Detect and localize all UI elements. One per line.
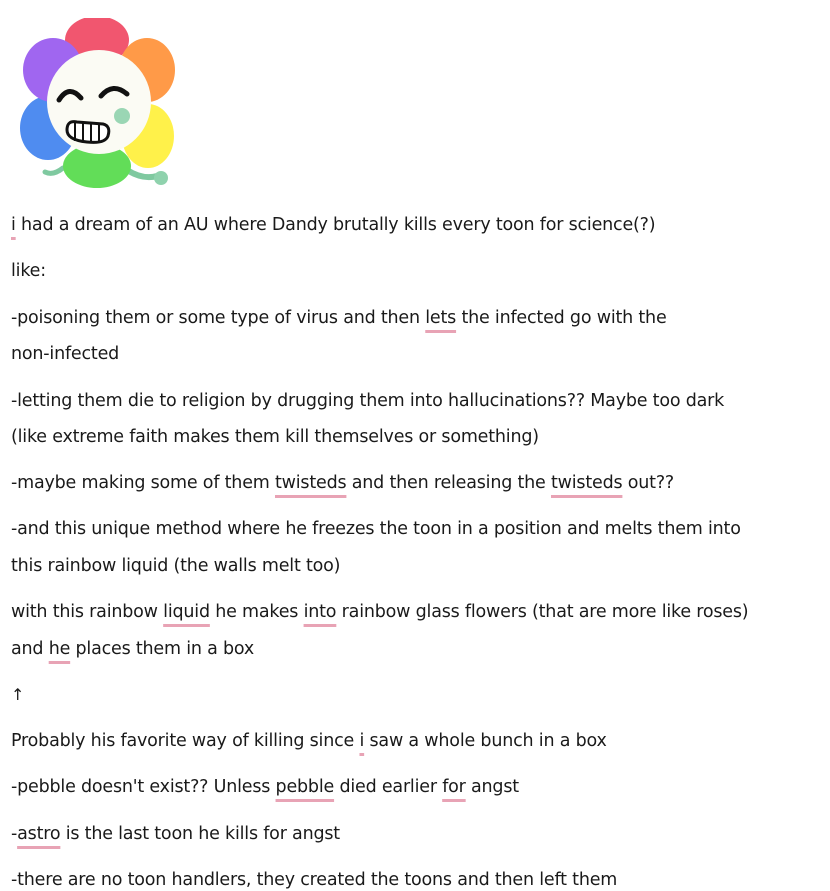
spellcheck-word[interactable]: i — [359, 731, 365, 751]
note-line: this rainbow liquid (the walls melt too) — [11, 556, 341, 576]
spellcheck-word[interactable]: pebble — [275, 777, 335, 797]
spellcheck-word[interactable]: liquid — [163, 602, 210, 622]
spellcheck-word[interactable]: for — [442, 777, 466, 797]
note-line: -letting them die to religion by drugging them into hallucinations?? Maybe too dark — [11, 391, 725, 411]
spellcheck-word[interactable]: he — [48, 639, 71, 659]
spellcheck-word[interactable]: astro — [17, 824, 61, 844]
dandy-flower-avatar-icon — [15, 18, 180, 190]
note-line: -astro is the last toon he kills for angst — [11, 824, 340, 844]
up-arrow-icon: ↑ — [11, 685, 25, 704]
note-line: -pebble doesn't exist?? Unless pebble died earlier for angst — [11, 777, 519, 797]
note-line: like: — [11, 261, 46, 281]
note-line: -maybe making some of them twisteds and then releasing the twisteds out?? — [11, 473, 675, 493]
spellcheck-word[interactable]: twisteds — [550, 473, 623, 493]
note-line: (like extreme faith makes them kill themselves or something) — [11, 427, 539, 447]
spellcheck-word[interactable]: i — [11, 215, 16, 235]
note-line: and he places them in a box — [11, 639, 255, 659]
spellcheck-word[interactable]: into — [303, 602, 337, 622]
note-line: non-infected — [11, 344, 120, 364]
note-line: -and this unique method where he freezes the toon in a position and melts them into — [11, 519, 741, 539]
note-line: -there are no toon handlers, they created the toons and then left them — [11, 870, 618, 890]
note-line: i had a dream of an AU where Dandy brutally kills every toon for science(?) — [11, 215, 656, 235]
note-line: with this rainbow liquid he makes into rainbow glass flowers (that are more like roses) — [11, 602, 749, 622]
note-line: -poisoning them or some type of virus and then lets the infected go with the — [11, 308, 667, 328]
spellcheck-word[interactable]: lets — [425, 308, 457, 328]
spellcheck-word[interactable]: twisteds — [274, 473, 347, 493]
note-line: Probably his favorite way of killing since i saw a whole bunch in a box — [11, 731, 607, 751]
